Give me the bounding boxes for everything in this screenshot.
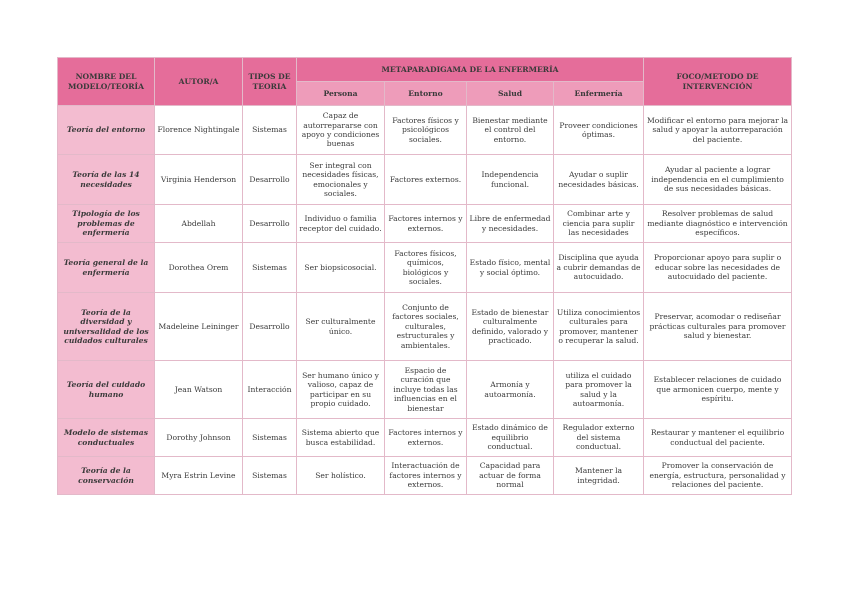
salud-cell: Bienestar mediante el control del entorno. <box>467 106 554 155</box>
author-cell: Jean Watson <box>155 361 243 419</box>
author-cell: Dorothea Orem <box>155 243 243 293</box>
persona-cell: Ser biopsicosocial. <box>297 243 385 293</box>
table-row <box>58 457 792 495</box>
entorno-cell: Factores externos. <box>385 155 467 205</box>
table-row <box>58 106 792 155</box>
theory-name: Teoría del cuidado humano <box>58 361 155 419</box>
enfermeria-cell: Mantener la integridad. <box>554 457 644 495</box>
theory-name: Teoría de la diversidad y universalidad de los cuidados culturales <box>58 293 155 361</box>
salud-cell: Estado dinámico de equilibrio conductual. <box>467 419 554 457</box>
col-header-entorno: Entorno <box>385 82 467 106</box>
salud-cell: Capacidad para actuar de forma normal <box>467 457 554 495</box>
theory-name: Teoría del entorno <box>58 106 155 155</box>
type-cell: Sistemas <box>243 243 297 293</box>
entorno-cell: Espacio de curación que incluye todas las influencias en el bienestar <box>385 361 467 419</box>
table-row <box>58 419 792 457</box>
table-row <box>58 155 792 205</box>
type-cell: Sistemas <box>243 106 297 155</box>
foco-cell: Establecer relaciones de cuidado que armonicen cuerpo, mente y espíritu. <box>644 361 792 419</box>
theories-table <box>57 57 792 495</box>
salud-cell: Libre de enfermedad y necesidades. <box>467 205 554 243</box>
salud-cell: Estado de bienestar culturalmente definido, valorado y practicado. <box>467 293 554 361</box>
table-row <box>58 293 792 361</box>
enfermeria-cell: Utiliza conocimientos culturales para promover, mantener o recuperar la salud. <box>554 293 644 361</box>
foco-cell: Resolver problemas de salud mediante diagnóstico e intervención específicos. <box>644 205 792 243</box>
type-cell: Interacción <box>243 361 297 419</box>
salud-cell: Independencia funcional. <box>467 155 554 205</box>
table-row <box>58 243 792 293</box>
foco-cell: Proporcionar apoyo para suplir o educar sobre las necesidades de autocuidado del paciente. <box>644 243 792 293</box>
author-cell: Dorothy Johnson <box>155 419 243 457</box>
enfermeria-cell: Regulador externo del sistema conductual. <box>554 419 644 457</box>
foco-cell: Preservar, acomodar o rediseñar prácticas culturales para promover salud y bienestar. <box>644 293 792 361</box>
theory-name: Teoría de la conservación <box>58 457 155 495</box>
foco-cell: Promover la conservación de energía, estructura, personalidad y relaciones del paciente. <box>644 457 792 495</box>
col-header-foco: FOCO/METODO DE INTERVENCIÓN <box>644 58 792 106</box>
theory-name: Tipología de los problemas de enfermería <box>58 205 155 243</box>
col-header-autor: AUTOR/A <box>155 58 243 106</box>
foco-cell: Modificar el entorno para mejorar la salud y apoyar la autorreparación del paciente. <box>644 106 792 155</box>
theory-name: Teoría general de la enfermería <box>58 243 155 293</box>
persona-cell: Capaz de autorrepararse con apoyo y condiciones buenas <box>297 106 385 155</box>
entorno-cell: Factores internos y externos. <box>385 205 467 243</box>
salud-cell: Estado físico, mental y social óptimo. <box>467 243 554 293</box>
type-cell: Desarrollo <box>243 155 297 205</box>
type-cell: Desarrollo <box>243 293 297 361</box>
entorno-cell: Factores internos y externos. <box>385 419 467 457</box>
persona-cell: Sistema abierto que busca estabilidad. <box>297 419 385 457</box>
entorno-cell: Interactuación de factores internos y externos. <box>385 457 467 495</box>
type-cell: Sistemas <box>243 457 297 495</box>
col-header-persona: Persona <box>297 82 385 106</box>
foco-cell: Restaurar y mantener el equilibrio conductual del paciente. <box>644 419 792 457</box>
foco-cell: Ayudar al paciente a lograr independencia en el cumplimiento de sus necesidades básicas. <box>644 155 792 205</box>
enfermeria-cell: Ayudar o suplir necesidades básicas. <box>554 155 644 205</box>
col-header-modelo: NOMBRE DEL MODELO/TEORÍA <box>58 58 155 106</box>
entorno-cell: Factores físicos y psicológicos sociales. <box>385 106 467 155</box>
author-cell: Madeleine Leininger <box>155 293 243 361</box>
entorno-cell: Conjunto de factores sociales, culturales, estructurales y ambientales. <box>385 293 467 361</box>
enfermeria-cell: Combinar arte y ciencia para suplir las necesidades <box>554 205 644 243</box>
entorno-cell: Factores físicos, químicos, biológicos y sociales. <box>385 243 467 293</box>
author-cell: Virginia Henderson <box>155 155 243 205</box>
persona-cell: Individuo o familia receptor del cuidado. <box>297 205 385 243</box>
persona-cell: Ser culturalmente único. <box>297 293 385 361</box>
persona-cell: Ser humano único y valioso, capaz de participar en su propio cuidado. <box>297 361 385 419</box>
col-header-metaparadigma: METAPARADIGAMA DE LA ENFERMERÍA <box>297 58 644 82</box>
col-header-enfermeria: Enfermería <box>554 82 644 106</box>
author-cell: Abdellah <box>155 205 243 243</box>
persona-cell: Ser holístico. <box>297 457 385 495</box>
enfermeria-cell: Proveer condiciones óptimas. <box>554 106 644 155</box>
type-cell: Sistemas <box>243 419 297 457</box>
theory-name: Modelo de sistemas conductuales <box>58 419 155 457</box>
salud-cell: Armonía y autoarmonía. <box>467 361 554 419</box>
theory-name: Teoría de las 14 necesidades <box>58 155 155 205</box>
enfermeria-cell: utiliza el cuidado para promover la salud y la autoarmonía. <box>554 361 644 419</box>
author-cell: Myra Estrin Levine <box>155 457 243 495</box>
enfermeria-cell: Disciplina que ayuda a cubrir demandas de autocuidado. <box>554 243 644 293</box>
col-header-tipos: TIPOS DE TEORIA <box>243 58 297 106</box>
table-row <box>58 205 792 243</box>
author-cell: Florence Nightingale <box>155 106 243 155</box>
type-cell: Desarrollo <box>243 205 297 243</box>
table-row <box>58 361 792 419</box>
col-header-salud: Salud <box>467 82 554 106</box>
persona-cell: Ser integral con necesidades físicas, emocionales y sociales. <box>297 155 385 205</box>
